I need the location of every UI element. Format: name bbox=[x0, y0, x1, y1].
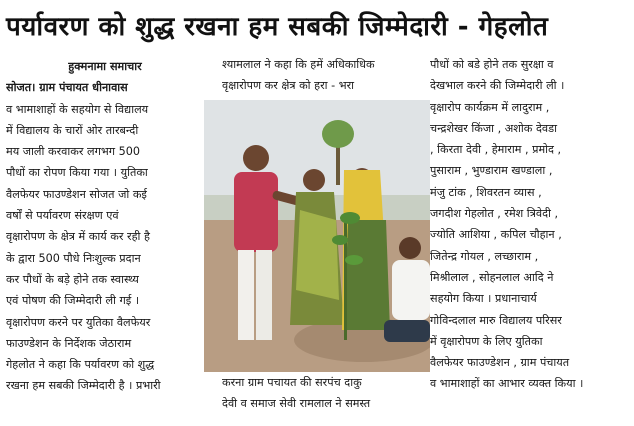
article-line: पौधों का रोपण किया गया । युतिका bbox=[6, 166, 148, 180]
article-line: देखभाल करने की जिम्मेदारी ली । bbox=[430, 79, 565, 93]
article-line: फाउण्डेशन के निर्देशक जेठाराम bbox=[6, 336, 132, 350]
byline: हुक्मनामा समाचार bbox=[68, 60, 142, 73]
article-column-2-top bbox=[222, 54, 438, 97]
article-line: सहयोग किया । प्रधानाचार्य bbox=[430, 292, 537, 306]
article-line: वैलफेयर फाउण्डेशन सोजत जो कई bbox=[6, 187, 147, 201]
article-line: कर पौधों के बड़े होने तक स्वास्थ्य bbox=[6, 272, 139, 286]
article-line: , किरता देवी , हेमाराम , प्रमोद , bbox=[430, 143, 562, 157]
article-line: रखना हम सबकी जिम्मेदारी है । प्रभारी bbox=[6, 379, 161, 393]
article-line: मंजु टांक , शिवरतन व्यास , bbox=[430, 185, 542, 199]
article-line: व भामाशाहों के सहयोग से विद्यालय bbox=[6, 102, 149, 116]
article-line: में वृक्षारोपण के लिए युतिका bbox=[430, 334, 543, 348]
article-line: करना ग्राम पचायत की सरपंच दाकु bbox=[222, 376, 362, 389]
article-line: पुसाराम , भुण्डाराम खण्डाला , bbox=[430, 164, 553, 178]
article-column-3 bbox=[430, 54, 630, 395]
article-line: वैलफेयर फाउण्डेशन , ग्राम पंचायत bbox=[430, 356, 570, 370]
article-column-2-bottom bbox=[222, 372, 438, 415]
article-line: चन्द्रशेखर किंजा , अशोक देवडा bbox=[430, 121, 557, 135]
tree-planting-photo bbox=[204, 100, 430, 372]
article-line: मय जाली करवाकर लगभग 500 bbox=[6, 145, 140, 159]
article-line: व भामाशाहों का आभार व्यक्त किया । bbox=[430, 377, 584, 391]
article-line: वृक्षारोपण कर क्षेत्र को हरा - भरा bbox=[222, 79, 355, 93]
headline: पर्यावरण को शुद्ध रखना हम सबकी जिम्मेदारी - गेहलोत bbox=[6, 12, 549, 42]
article-line: मिश्रीलाल , सोहनलाल आदि ने bbox=[430, 270, 554, 284]
article-column-1 bbox=[6, 56, 204, 397]
article-line: जगदीश गेहलोत , रमेश त्रिवेदी , bbox=[430, 207, 559, 221]
article-line: जितेन्द्र गोयल , लच्छाराम , bbox=[430, 249, 539, 263]
article-line: देवी व समाज सेवी रामलाल ने समस्त bbox=[222, 397, 371, 411]
article-line: गोविन्दलाल मारु विद्यालय परिसर bbox=[430, 313, 562, 327]
article-line: वृक्षारोपण के क्षेत्र में कार्य कर रही है bbox=[6, 230, 150, 244]
article-line: गेहलोत ने कहा कि पर्यावरण को शुद्ध bbox=[6, 358, 155, 372]
news-photo bbox=[204, 100, 430, 372]
article-line: में विद्यालय के चारों ओर तारबन्दी bbox=[6, 123, 139, 137]
article-line: वर्षों से पर्यावरण संरक्षण एवं bbox=[6, 209, 119, 223]
article-line: वृक्षारोपण करने पर युतिका वैलफेयर bbox=[6, 315, 151, 329]
article-line: ज्योति आशिया , कपिल चौहान , bbox=[430, 228, 562, 242]
article-line: श्यामलाल ने कहा कि हमें अधिकाधिक bbox=[222, 58, 375, 71]
article-line: एवं पोषण की जिम्मेदारी ली गई । bbox=[6, 294, 140, 308]
article-line: वृक्षारोप कार्यक्रम में लादुराम , bbox=[430, 100, 550, 114]
article-line: के द्वारा 500 पौधे निःशुल्क प्रदान bbox=[6, 251, 141, 265]
article-line: पौधों को बडे होने तक सुरक्षा व bbox=[430, 58, 554, 71]
article-line: सोजत। ग्राम पंचायत धीनावास bbox=[6, 81, 128, 95]
